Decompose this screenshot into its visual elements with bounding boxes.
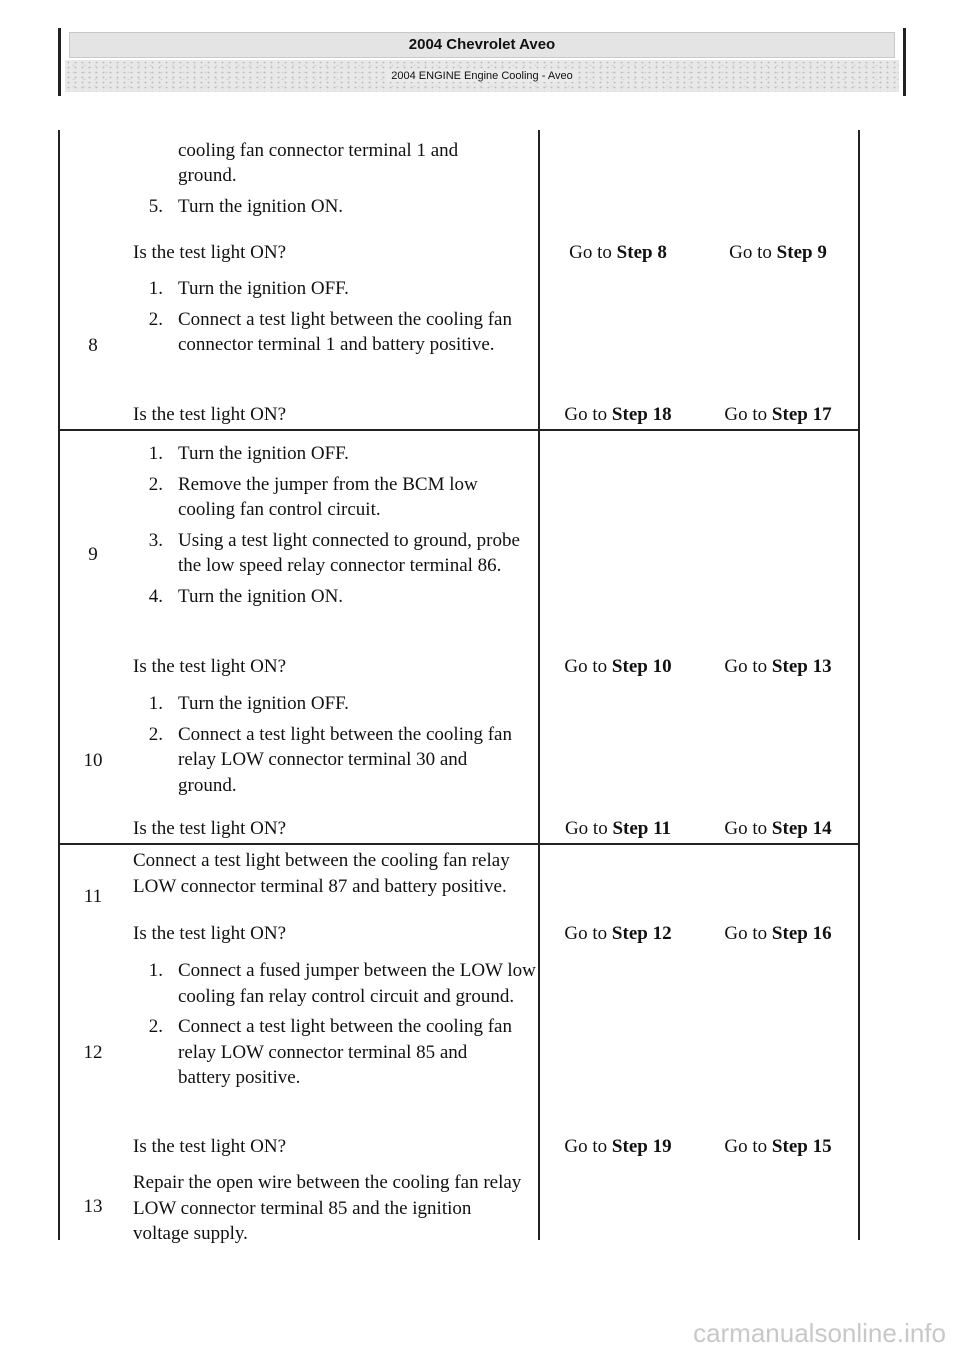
step-10-yes-link[interactable]: Go to Step 11 — [564, 818, 672, 839]
page-header — [58, 28, 906, 96]
list-item: 4. Turn the ignition ON. — [148, 585, 344, 607]
list-item: 1. Connect a fused jumper between the LOW low cooling fan relay control circuit and ground. — [148, 960, 536, 1007]
step-11-instruction: Connect a test light between the cooling fan relay LOW connector terminal 87 and battery positive. — [133, 850, 510, 897]
step-number: 8 — [88, 335, 98, 356]
step-number: 9 — [88, 544, 98, 565]
list-item: 2. Connect a test light between the cooling fan connector terminal 1 and battery positive. — [148, 308, 512, 355]
diagnostic-table — [58, 130, 860, 1244]
row-divider — [58, 843, 860, 845]
step-7-yes-link[interactable]: Go to Step 8 — [569, 242, 667, 263]
step-9-no-link[interactable]: Go to Step 13 — [724, 656, 832, 677]
watermark-text: carmanualsonline.info — [693, 1318, 946, 1348]
step-9-question: Is the test light ON? — [133, 656, 287, 677]
step-8-instructions — [133, 276, 603, 363]
step-8-yes-link[interactable]: Go to Step 18 — [564, 404, 672, 425]
step-number: 12 — [83, 1042, 103, 1063]
step-12-instructions — [133, 958, 603, 1096]
step-13-instruction: Repair the open wire between the cooling fan relay LOW connector terminal 85 and the ignition voltage supply. — [133, 1172, 522, 1244]
list-item: 3. Using a test light connected to ground, probe the low speed relay connector terminal 86. — [148, 529, 520, 576]
table-border-left — [58, 130, 60, 1240]
list-item: 1. Turn the ignition OFF. — [148, 443, 349, 464]
step-8-no-link[interactable]: Go to Step 17 — [724, 404, 832, 425]
document-title: 2004 Chevrolet Aveo — [69, 32, 895, 58]
step-12-no-link[interactable]: Go to Step 15 — [724, 1136, 832, 1157]
row-divider — [58, 429, 860, 431]
step-number: 13 — [83, 1196, 103, 1217]
step-11-question: Is the test light ON? — [133, 923, 287, 944]
step-9-instructions — [133, 441, 603, 614]
step-10-question: Is the test light ON? — [133, 818, 287, 839]
list-item: 2. Remove the jumper from the BCM low cooling fan control circuit. — [148, 473, 478, 520]
step-9-yes-link[interactable]: Go to Step 10 — [564, 656, 672, 677]
document-subtitle-band — [65, 60, 899, 92]
step-12-yes-link[interactable]: Go to Step 19 — [564, 1136, 672, 1157]
step-number: 11 — [83, 886, 103, 907]
list-item: 1. Turn the ignition OFF. — [148, 278, 349, 299]
step-11-yes-link[interactable]: Go to Step 12 — [564, 923, 672, 944]
list-item: 2. Connect a test light between the cooling fan relay LOW connector terminal 85 and battery positive. — [148, 1016, 512, 1088]
step-11-no-link[interactable]: Go to Step 16 — [724, 923, 832, 944]
document-subtitle: 2004 ENGINE Engine Cooling - Aveo — [387, 70, 576, 82]
step-7-instruction-cont: cooling fan connector terminal 1 and — [178, 140, 459, 161]
list-item: 2. Connect a test light between the cooling fan relay LOW connector terminal 30 and ground. — [148, 723, 512, 796]
list-item: 1. Turn the ignition OFF. — [148, 693, 349, 714]
step-number: 10 — [83, 750, 103, 771]
step-12-question: Is the test light ON? — [133, 1136, 287, 1157]
step-8-question: Is the test light ON? — [133, 404, 287, 425]
step-10-no-link[interactable]: Go to Step 14 — [724, 818, 832, 839]
step-7-no-link[interactable]: Go to Step 9 — [729, 242, 827, 263]
step-7-instruction-cont: ground. — [178, 165, 237, 186]
step-10-instructions — [133, 691, 603, 803]
step-7-item-5: 5. Turn the ignition ON. — [148, 196, 344, 217]
table-border-right — [858, 130, 860, 1240]
step-7-question: Is the test light ON? — [133, 242, 287, 263]
